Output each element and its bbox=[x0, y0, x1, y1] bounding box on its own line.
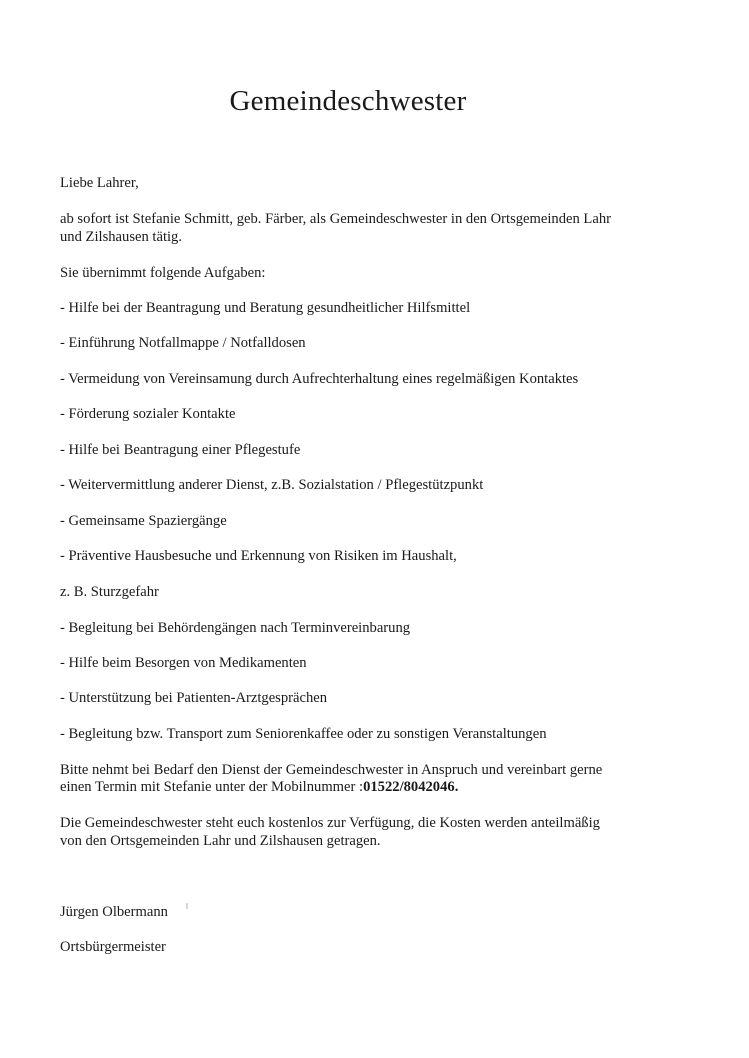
task-item: - Einführung Notfallmappe / Notfalldosen bbox=[60, 335, 306, 351]
contact-line-2 bbox=[60, 778, 458, 796]
task-item: - Unterstützung bei Patienten-Arztgesprächen bbox=[60, 690, 328, 706]
task-item: - Begleitung bei Behördengängen nach Terminvereinbarung bbox=[60, 620, 411, 636]
task-item: - Gemeinsame Spaziergänge bbox=[60, 513, 227, 529]
task-item: - Begleitung bzw. Transport zum Seniorenkaffee oder zu sonstigen Veranstaltungen bbox=[60, 726, 547, 742]
task-item: - Weitervermittlung anderer Dienst, z.B. Sozialstation / Pflegestützpunkt bbox=[60, 477, 484, 493]
task-item: - Hilfe bei der Beantragung und Beratung gesundheitlicher Hilfsmittel bbox=[60, 300, 471, 316]
intro-line-2: und Zilshausen tätig. bbox=[60, 229, 183, 245]
cost-line-2: von den Ortsgemeinden Lahr und Zilshausen getragen. bbox=[60, 833, 381, 849]
task-item: - Hilfe beim Besorgen von Medikamenten bbox=[60, 655, 307, 671]
contact-phone: 01522/8042046. bbox=[363, 779, 459, 795]
signature-name: Jürgen Olbermann bbox=[60, 904, 168, 920]
contact-line-2-text: einen Termin mit Stefanie unter der Mobilnummer : bbox=[60, 779, 364, 795]
cost-line-1: Die Gemeindeschwester steht euch kostenlos zur Verfügung, die Kosten werden anteilmäßig bbox=[60, 815, 600, 831]
signature-role: Ortsbürgermeister bbox=[60, 939, 166, 955]
task-item: - Förderung sozialer Kontakte bbox=[60, 406, 236, 422]
intro-line-1: ab sofort ist Stefanie Schmitt, geb. Färber, als Gemeindeschwester in den Ortsgemeinden Lahr bbox=[60, 211, 611, 227]
contact-line-1: Bitte nehmt bei Bedarf den Dienst der Gemeindeschwester in Anspruch und vereinbart gerne bbox=[60, 762, 603, 778]
salutation: Liebe Lahrer, bbox=[60, 175, 139, 191]
task-item: - Präventive Hausbesuche und Erkennung von Risiken im Haushalt, bbox=[60, 548, 457, 564]
scan-speck bbox=[186, 903, 188, 909]
document-title: Gemeindeschwester bbox=[229, 85, 467, 117]
task-item: - Vermeidung von Vereinsamung durch Aufrechterhaltung eines regelmäßigen Kontaktes bbox=[60, 371, 579, 387]
task-item: - Hilfe bei Beantragung einer Pflegestufe bbox=[60, 442, 301, 458]
task-item-continuation: z. B. Sturzgefahr bbox=[60, 584, 159, 600]
tasks-heading: Sie übernimmt folgende Aufgaben: bbox=[60, 265, 266, 281]
